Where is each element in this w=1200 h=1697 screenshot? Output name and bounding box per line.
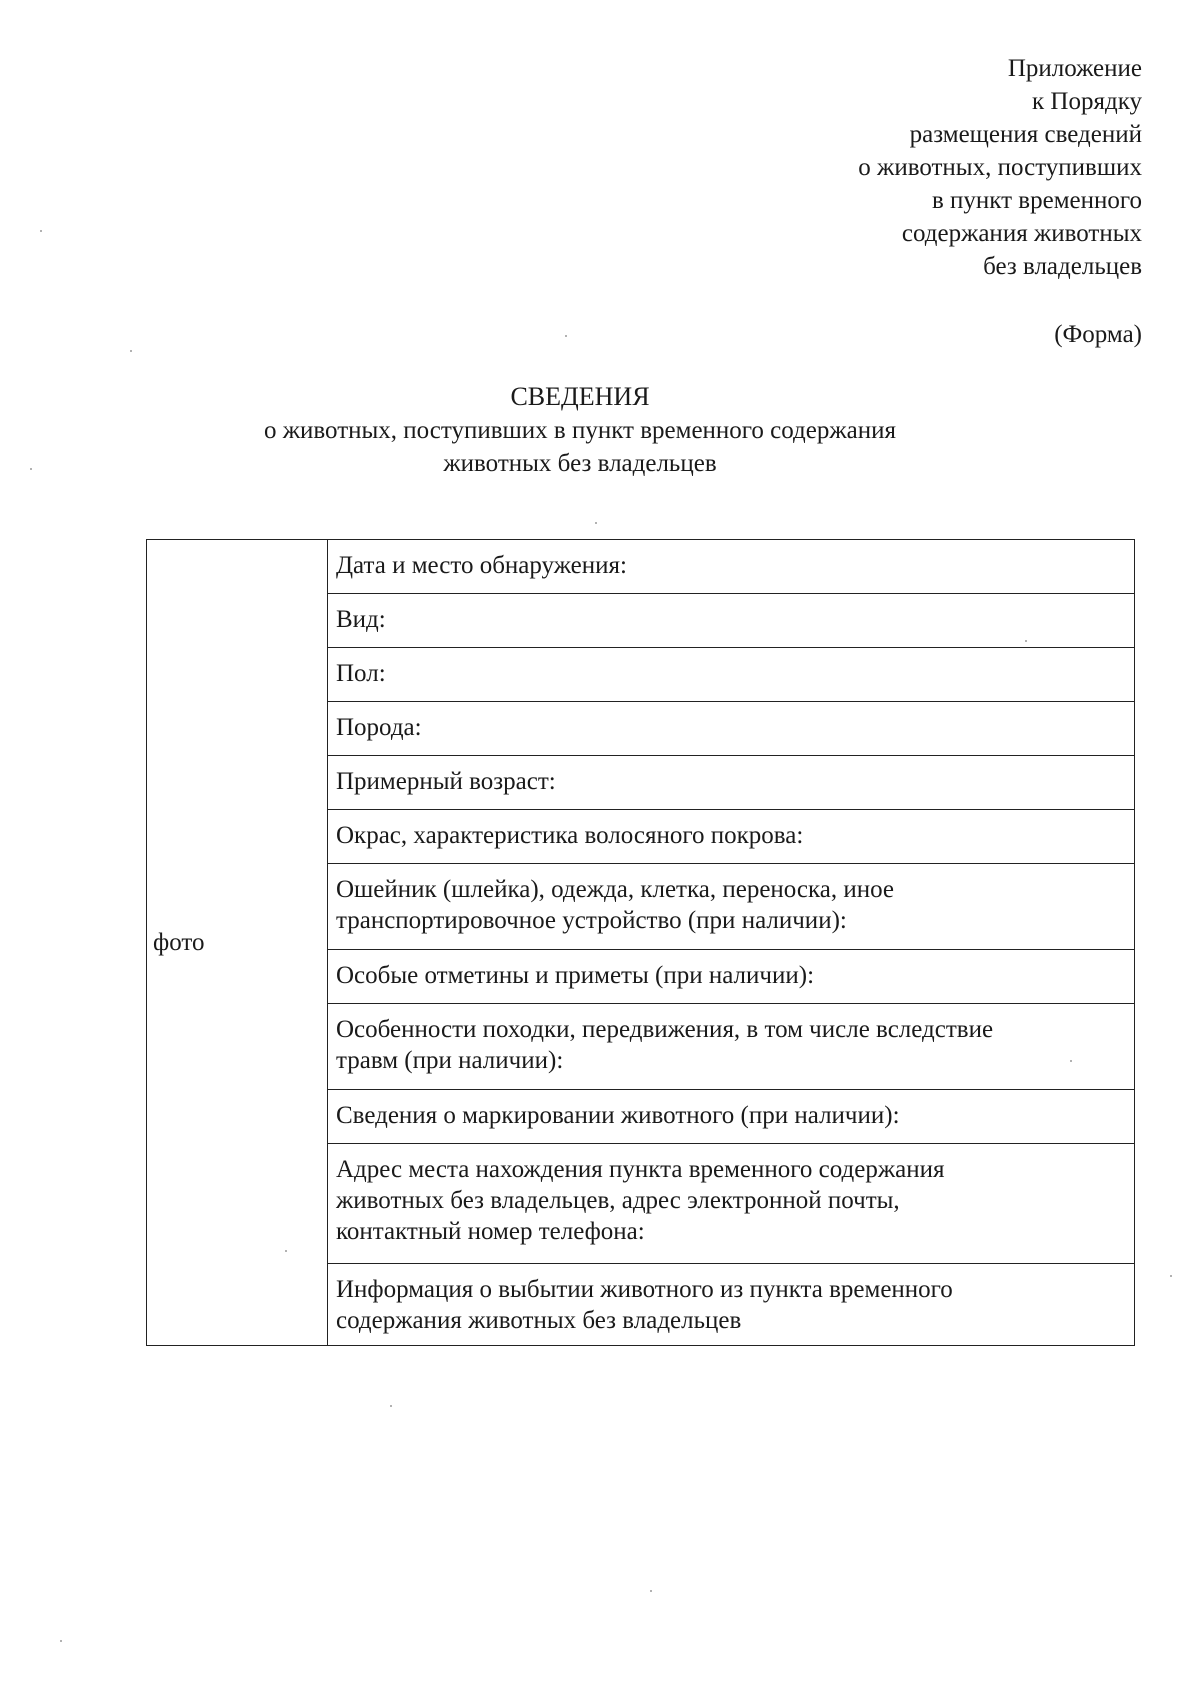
field-label: Адрес места нахождения пункта временного содержания xyxy=(336,1156,945,1183)
field-label: Сведения о маркировании животного (при наличии): xyxy=(336,1102,900,1129)
appendix-line: без владельцев xyxy=(983,253,1142,280)
field-label: транспортировочное устройство (при наличии): xyxy=(336,907,847,934)
field-discovery-date-place xyxy=(328,540,1135,594)
scan-speck xyxy=(60,1640,62,1642)
scan-speck xyxy=(565,335,567,337)
field-label: Пол: xyxy=(336,660,386,687)
scan-speck xyxy=(130,350,132,352)
field-label: содержания животных без владельцев xyxy=(336,1307,742,1334)
field-label: Особенности походки, передвижения, в том числе вследствие xyxy=(336,1016,994,1043)
appendix-line: размещения сведений xyxy=(909,121,1142,148)
field-label: животных без владельцев, адрес электронной почты, xyxy=(336,1187,900,1214)
appendix-line: содержания животных xyxy=(901,220,1142,247)
scan-speck xyxy=(1070,1060,1072,1062)
appendix-line: к Порядку xyxy=(1032,88,1142,115)
field-label: Ошейник (шлейка), одежда, клетка, переноска, иное xyxy=(336,876,895,903)
field-breed xyxy=(328,702,1135,756)
field-label: Информация о выбытии животного из пункта временного xyxy=(336,1276,953,1303)
animal-info-table xyxy=(146,539,1135,1346)
field-gait xyxy=(328,1004,1135,1090)
field-departure-info xyxy=(328,1264,1135,1346)
document-subtitle-line: животных без владельцев xyxy=(443,450,717,477)
scan-speck xyxy=(390,1405,392,1407)
document-subtitle-line: о животных, поступивших в пункт временного содержания xyxy=(263,417,897,444)
field-label: Дата и место обнаружения: xyxy=(336,552,627,579)
field-collar-transport xyxy=(328,864,1135,950)
form-note: (Форма) xyxy=(1054,321,1142,348)
title-block xyxy=(150,380,1010,480)
field-special-marks xyxy=(328,950,1135,1004)
appendix-header xyxy=(858,52,1142,283)
scan-speck xyxy=(285,1250,287,1252)
field-approx-age xyxy=(328,756,1135,810)
field-label: травм (при наличии): xyxy=(336,1047,564,1074)
field-marking xyxy=(328,1090,1135,1144)
scan-speck xyxy=(595,522,597,524)
field-shelter-address xyxy=(328,1144,1135,1264)
scan-speck xyxy=(30,468,32,470)
appendix-line: в пункт временного xyxy=(931,187,1142,214)
field-coat-color xyxy=(328,810,1135,864)
appendix-line: о животных, поступивших xyxy=(858,154,1142,181)
scan-speck xyxy=(40,230,42,232)
field-species xyxy=(328,594,1135,648)
field-label: Окрас, характеристика волосяного покрова: xyxy=(336,822,804,849)
table-row xyxy=(147,540,1135,594)
document-title: СВЕДЕНИЯ xyxy=(510,382,650,411)
field-sex xyxy=(328,648,1135,702)
field-label: Порода: xyxy=(336,714,422,741)
scan-speck xyxy=(1170,1275,1172,1277)
photo-cell xyxy=(147,540,328,1346)
scan-speck xyxy=(650,1590,652,1592)
scan-speck xyxy=(1025,640,1027,642)
field-label: контактный номер телефона: xyxy=(336,1218,645,1245)
field-label: Примерный возраст: xyxy=(336,768,556,795)
field-label: Вид: xyxy=(336,606,386,633)
photo-label: фото xyxy=(153,929,205,956)
appendix-line: Приложение xyxy=(1007,55,1142,82)
field-label: Особые отметины и приметы (при наличии): xyxy=(336,962,815,989)
